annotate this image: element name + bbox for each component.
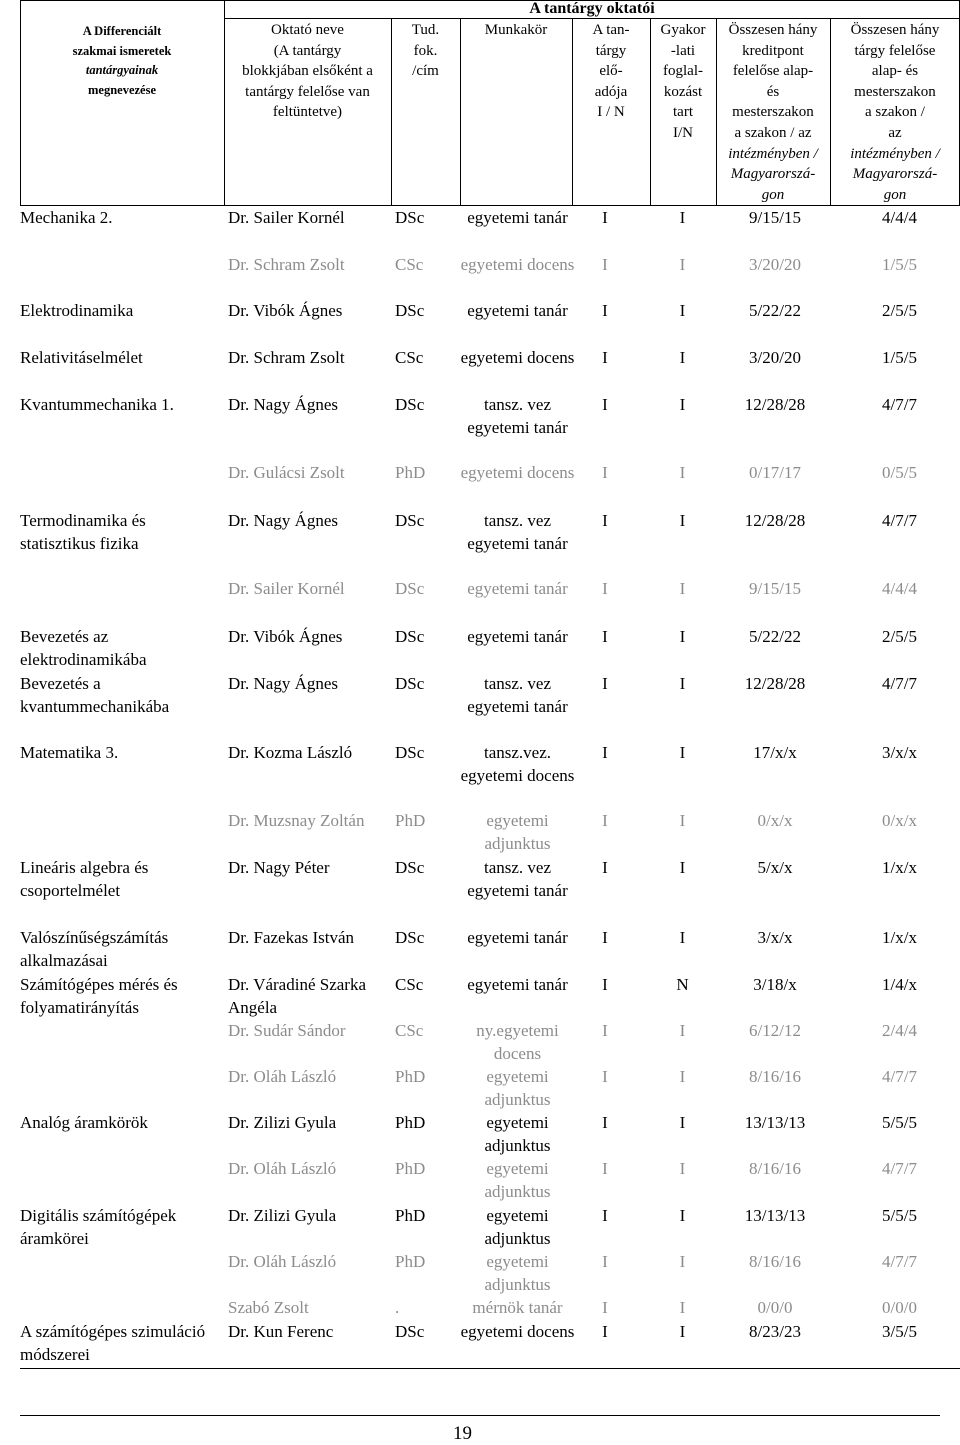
header-line: a szakon / (865, 104, 925, 121)
teacher-name-cell: Dr. Schram Zsolt (228, 255, 345, 274)
practice-cell: I (679, 301, 686, 320)
subject-cell: Kvantummechanika 1. (20, 395, 174, 414)
subject-count-cell: 5/5/5 (882, 1113, 917, 1132)
degree-cell: CSc (395, 348, 424, 367)
subject-count-cell: 1/5/5 (882, 348, 917, 367)
credits-cell: 12/28/28 (744, 395, 806, 414)
page-number: 19 (453, 1423, 472, 1444)
degree-cell: DSc (395, 743, 425, 762)
header-line: kozást (663, 83, 703, 100)
practice-cell: I (679, 395, 686, 414)
teacher-name-cell: Dr. Sailer Kornél (228, 208, 345, 227)
subject-count-cell: 1/5/5 (882, 255, 917, 274)
subject-cell: Számítógépes mérés és folyamatirányítás (20, 975, 178, 1017)
credits-cell: 0/0/0 (757, 1298, 793, 1317)
subject-cell: Bevezetés az elektrodinamikába (20, 627, 147, 669)
subject-count-cell: 1/x/x (882, 858, 917, 877)
credits-cell: 12/28/28 (744, 674, 806, 693)
header-line: tárgy (595, 42, 627, 59)
credits-cell: 8/16/16 (749, 1067, 801, 1086)
subject-count-cell: 5/5/5 (882, 1206, 917, 1225)
subject-count-cell: 4/7/7 (882, 511, 917, 530)
position-cell: egyetemi docens (460, 1322, 575, 1341)
header-degree (391, 20, 460, 82)
practice-cell: I (679, 811, 686, 830)
position-cell: ny.egyetemi docens (476, 1021, 559, 1063)
position-cell: tansz. vez egyetemi tanár (467, 858, 568, 900)
teacher-name-cell: Dr. Sudár Sándor (228, 1021, 346, 1040)
subject-cell: A számítógépes szimuláció módszerei (20, 1322, 206, 1364)
header-teacher-name (224, 20, 391, 123)
degree-cell: CSc (395, 975, 424, 994)
credits-cell: 5/22/22 (749, 627, 801, 646)
header-line: Magyarorszá- (852, 166, 938, 183)
header-line: tárgy felelőse (854, 42, 936, 59)
degree-cell: PhD (395, 1067, 426, 1086)
subject-count-cell: 0/5/5 (882, 463, 917, 482)
lecturer-cell: I (602, 975, 608, 994)
degree-cell: PhD (395, 811, 426, 830)
header-subject-line: szakmai ismeretek (72, 43, 172, 58)
position-cell: tansz.vez. egyetemi docens (460, 743, 575, 785)
subject-count-cell: 1/x/x (882, 928, 917, 947)
header-group-title: A tantárgy oktatói (529, 0, 655, 17)
position-cell: egyetemi tanár (467, 208, 568, 227)
teacher-name-cell: Dr. Zilizi Gyula (228, 1113, 337, 1132)
subject-cell: Elektrodinamika (20, 301, 134, 320)
lecturer-cell: I (602, 255, 608, 274)
header-line: Összesen hány (850, 22, 940, 38)
practice-cell: I (679, 743, 686, 762)
position-cell: egyetemi adjunktus (484, 1113, 551, 1155)
lecturer-cell: I (602, 627, 608, 646)
degree-cell: DSc (395, 301, 425, 320)
position-cell: egyetemi docens (460, 463, 575, 482)
teacher-name-cell: Dr. Oláh László (228, 1067, 337, 1086)
degree-cell: CSc (395, 255, 424, 274)
header-line: tart (673, 104, 693, 121)
header-line: Összesen hány (728, 22, 818, 38)
position-cell: tansz. vez egyetemi tanár (467, 511, 568, 553)
degree-cell: PhD (395, 1206, 426, 1225)
position-cell: egyetemi tanár (467, 928, 568, 947)
header-line: A tan- (592, 22, 630, 38)
degree-cell: DSc (395, 208, 425, 227)
position-cell: egyetemi tanár (467, 627, 568, 646)
lecturer-cell: I (602, 1252, 608, 1271)
position-cell: egyetemi docens (460, 255, 575, 274)
position-cell: egyetemi docens (460, 348, 575, 367)
header-practice (650, 20, 716, 144)
header-subject-line: A Differenciált (82, 24, 162, 38)
teacher-name-cell: Dr. Vibók Ágnes (228, 627, 343, 646)
lecturer-cell: I (602, 463, 608, 482)
subject-count-cell: 4/4/4 (882, 208, 917, 227)
teacher-name-cell: Dr. Vibók Ágnes (228, 301, 343, 320)
subject-cell: Mechanika 2. (20, 208, 113, 227)
position-cell: tansz. vez egyetemi tanár (467, 395, 568, 437)
header-line: Gyakor (660, 22, 706, 38)
credits-cell: 6/12/12 (749, 1021, 801, 1040)
header-line: Oktató neve (271, 22, 344, 38)
practice-cell: I (679, 511, 686, 530)
teacher-name-cell: Dr. Oláh László (228, 1252, 337, 1271)
teacher-name-cell: Dr. Sailer Kornél (228, 579, 345, 598)
header-line: elő- (599, 63, 623, 80)
header-line: (A tantárgy (273, 42, 342, 59)
practice-cell: I (679, 208, 686, 227)
subject-count-cell: 0/0/0 (882, 1298, 917, 1317)
teacher-name-cell: Dr. Muzsnay Zoltán (228, 811, 365, 830)
subject-cell: Termodinamika és statisztikus fizika (20, 511, 146, 553)
subject-cell: Digitális számítógépek áramkörei (20, 1206, 177, 1248)
credits-cell: 3/20/20 (749, 348, 801, 367)
degree-cell: DSc (395, 579, 425, 598)
teacher-name-cell: Dr. Kozma László (228, 743, 353, 762)
header-line: Magyarorszá- (730, 166, 816, 183)
degree-cell: DSc (395, 395, 425, 414)
teacher-name-cell: Dr. Nagy Ágnes (228, 395, 339, 414)
practice-cell: I (679, 463, 686, 482)
subject-cell: Valószínűségszámítás alkalmazásai (20, 928, 169, 970)
header-line: foglal- (663, 63, 703, 80)
subject-cell: Bevezetés a kvantummechanikába (20, 674, 170, 716)
degree-cell: . (395, 1298, 400, 1317)
degree-cell: PhD (395, 463, 426, 482)
header-line: a szakon / az (734, 124, 812, 141)
credits-cell: 3/18/x (753, 975, 797, 994)
practice-cell: I (679, 674, 686, 693)
header-line: intézményben / (728, 145, 818, 162)
lecturer-cell: I (602, 1322, 608, 1341)
header-line: az (888, 124, 902, 141)
degree-cell: PhD (395, 1159, 426, 1178)
practice-cell: I (679, 928, 686, 947)
lecturer-cell: I (602, 1159, 608, 1178)
document-page (20, 0, 960, 1442)
lecturer-cell: I (602, 301, 608, 320)
credits-cell: 0/17/17 (749, 463, 801, 482)
subject-count-cell: 3/x/x (882, 743, 917, 762)
header-line: mesterszakon (732, 104, 814, 121)
lecturer-cell: I (602, 395, 608, 414)
lecturer-cell: I (602, 858, 608, 877)
credits-cell: 8/23/23 (749, 1322, 801, 1341)
header-line: gon (883, 186, 907, 203)
subject-count-cell: 0/x/x (882, 811, 917, 830)
degree-cell: PhD (395, 1252, 426, 1271)
teacher-name-cell: Dr. Nagy Péter (228, 858, 330, 877)
subject-count-cell: 4/7/7 (882, 1252, 917, 1271)
practice-cell: I (679, 255, 686, 274)
position-cell: egyetemi tanár (467, 301, 568, 320)
credits-cell: 0/x/x (757, 811, 793, 830)
position-cell: egyetemi adjunktus (484, 1067, 551, 1109)
header-line: Tud. (411, 22, 440, 38)
practice-cell: I (679, 1067, 686, 1086)
practice-cell: I (679, 1159, 686, 1178)
credits-cell: 12/28/28 (744, 511, 806, 530)
lecturer-cell: I (602, 928, 608, 947)
header-line: tantárgy felelőse van (245, 83, 370, 100)
practice-cell: N (676, 975, 689, 994)
degree-cell: DSc (395, 1322, 425, 1341)
degree-cell: DSc (395, 627, 425, 646)
header-line: és (766, 83, 780, 100)
header-divider-degree (460, 18, 461, 206)
subject-count-cell: 4/7/7 (882, 1159, 917, 1178)
header-subject-line: tantárgyainak (85, 63, 159, 77)
teacher-name-cell: Dr. Nagy Ágnes (228, 674, 339, 693)
credits-cell: 8/16/16 (749, 1252, 801, 1271)
teacher-name-cell: Dr. Fazekas István (228, 928, 355, 947)
credits-cell: 17/x/x (753, 743, 797, 762)
header-line: kreditpont (742, 42, 804, 59)
header-subject (20, 22, 224, 100)
header-line: gon (761, 186, 785, 203)
lecturer-cell: I (602, 811, 608, 830)
teacher-name-cell: Dr. Schram Zsolt (228, 348, 345, 367)
lecturer-cell: I (602, 1298, 608, 1317)
degree-cell: DSc (395, 511, 425, 530)
header-credits (716, 20, 830, 205)
practice-cell: I (679, 1322, 686, 1341)
header-line: I / N (597, 104, 625, 121)
position-cell: egyetemi adjunktus (484, 1206, 551, 1248)
position-cell: egyetemi adjunktus (484, 1159, 551, 1201)
degree-cell: DSc (395, 858, 425, 877)
practice-cell: I (679, 1206, 686, 1225)
lecturer-cell: I (602, 511, 608, 530)
subject-count-cell: 4/7/7 (882, 395, 917, 414)
credits-cell: 3/x/x (757, 928, 793, 947)
lecturer-cell: I (602, 1067, 608, 1086)
practice-cell: I (679, 1252, 686, 1271)
credits-cell: 5/22/22 (749, 301, 801, 320)
subject-count-cell: 2/4/4 (882, 1021, 917, 1040)
credits-cell: 5/x/x (757, 858, 793, 877)
lecturer-cell: I (602, 208, 608, 227)
credits-cell: 8/16/16 (749, 1159, 801, 1178)
position-cell: mérnök tanár (472, 1298, 563, 1317)
header-line: /cím (412, 63, 439, 80)
subject-cell: Analóg áramkörök (20, 1113, 148, 1132)
credits-cell: 13/13/13 (744, 1206, 806, 1225)
header-line: blokkjában elsőként a (242, 63, 373, 80)
lecturer-cell: I (602, 1021, 608, 1040)
degree-cell: DSc (395, 674, 425, 693)
teacher-name-cell: Dr. Váradiné Szarka Angéla (228, 975, 366, 1017)
lecturer-cell: I (602, 1113, 608, 1132)
practice-cell: I (679, 858, 686, 877)
credits-cell: 13/13/13 (744, 1113, 806, 1132)
subject-count-cell: 2/5/5 (882, 627, 917, 646)
header-line: -lati (670, 42, 696, 59)
lecturer-cell: I (602, 743, 608, 762)
practice-cell: I (679, 348, 686, 367)
position-cell: egyetemi tanár (467, 975, 568, 994)
practice-cell: I (679, 579, 686, 598)
degree-cell: PhD (395, 1113, 426, 1132)
lecturer-cell: I (602, 674, 608, 693)
subject-cell: Lineáris algebra és csoportelmélet (20, 858, 149, 900)
table-bottom-border (20, 1368, 960, 1369)
header-line: intézményben / (850, 145, 940, 162)
teacher-name-cell: Szabó Zsolt (228, 1298, 309, 1317)
subject-count-cell: 4/7/7 (882, 1067, 917, 1086)
header-divider-group (224, 18, 960, 19)
subject-count-cell: 2/5/5 (882, 301, 917, 320)
position-cell: tansz. vez egyetemi tanár (467, 674, 568, 716)
position-cell: egyetemi adjunktus (484, 1252, 551, 1294)
teacher-name-cell: Dr. Nagy Ágnes (228, 511, 339, 530)
lecturer-cell: I (602, 348, 608, 367)
teacher-name-cell: Dr. Zilizi Gyula (228, 1206, 337, 1225)
practice-cell: I (679, 1021, 686, 1040)
header-subject-line: megnevezése (87, 82, 157, 97)
subject-count-cell: 1/4/x (882, 975, 917, 994)
teacher-name-cell: Dr. Kun Ferenc (228, 1322, 334, 1341)
footer-rule (20, 1415, 940, 1416)
practice-cell: I (679, 1113, 686, 1132)
header-line: fok. (413, 42, 438, 59)
header-line: I/N (673, 124, 693, 141)
degree-cell: CSc (395, 1021, 424, 1040)
teacher-name-cell: Dr. Oláh László (228, 1159, 337, 1178)
credits-cell: 9/15/15 (749, 579, 801, 598)
credits-cell: 3/20/20 (749, 255, 801, 274)
header-lecturer (572, 20, 650, 123)
teacher-name-cell: Dr. Gulácsi Zsolt (228, 463, 345, 482)
header-line: Munkakör (484, 22, 548, 38)
practice-cell: I (679, 627, 686, 646)
subject-count-cell: 3/5/5 (882, 1322, 917, 1341)
lecturer-cell: I (602, 1206, 608, 1225)
header-position (460, 20, 572, 41)
degree-cell: DSc (395, 928, 425, 947)
lecturer-cell: I (602, 579, 608, 598)
position-cell: egyetemi tanár (467, 579, 568, 598)
position-cell: egyetemi adjunktus (484, 811, 551, 853)
subject-cell: Matematika 3. (20, 743, 119, 762)
header-line: alap- és (871, 63, 919, 80)
subject-count-cell: 4/7/7 (882, 674, 917, 693)
header-line: feltüntetve) (272, 104, 343, 121)
header-line: adója (594, 83, 628, 100)
header-line: felelőse alap- (732, 63, 814, 80)
header-subject-count (830, 20, 960, 205)
credits-cell: 9/15/15 (749, 208, 801, 227)
subject-count-cell: 4/4/4 (882, 579, 917, 598)
header-line: mesterszakon (854, 83, 936, 100)
subject-cell: Relativitáselmélet (20, 348, 143, 367)
practice-cell: I (679, 1298, 686, 1317)
